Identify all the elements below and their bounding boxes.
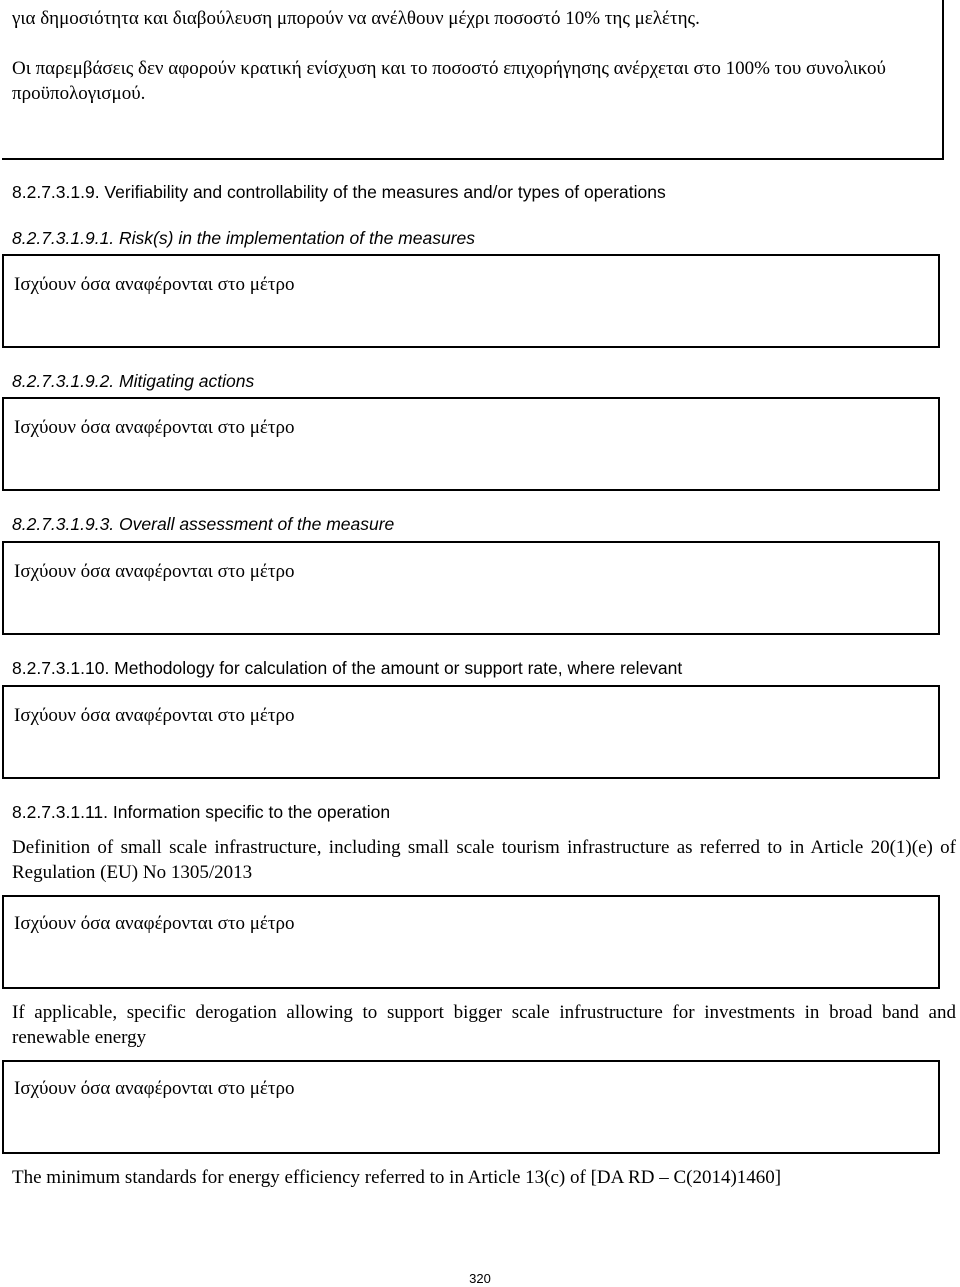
page-number: 320 bbox=[469, 1271, 491, 1286]
top-text-box bbox=[2, 0, 944, 160]
heading-overall-assessment: 8.2.7.3.1.9.3. Overall assessment of the measure bbox=[12, 514, 395, 534]
overall-assessment-box bbox=[2, 541, 940, 635]
paragraph-energy-efficiency: The minimum standards for energy efficiency referred to in Article 13(c) of [DA RD – C(2014)1460] bbox=[12, 1167, 782, 1188]
methodology-box bbox=[2, 685, 940, 779]
small-scale-infrastructure-box bbox=[2, 895, 940, 989]
overall-assessment-box-text: Ισχύουν όσα αναφέρονται στο μέτρο bbox=[14, 561, 295, 582]
heading-verifiability: 8.2.7.3.1.9. Verifiability and controllability of the measures and/or types of operations bbox=[12, 182, 666, 202]
heading-methodology: 8.2.7.3.1.10. Methodology for calculation of the amount or support rate, where relevant bbox=[12, 658, 683, 678]
top-box-line-1: για δημοσιότητα και διαβούλευση μπορούν να ανέλθουν μέχρι ποσοστό 10% της μελέτης. bbox=[12, 8, 700, 29]
mitigating-actions-box-text: Ισχύουν όσα αναφέρονται στο μέτρο bbox=[14, 417, 295, 438]
derogation-box bbox=[2, 1060, 940, 1154]
paragraph-derogation: If applicable, specific derogation allowing to support bigger scale infrustructure for investments in broad band and renewable energy bbox=[12, 1002, 956, 1048]
risks-box bbox=[2, 254, 940, 348]
top-box-line-2: Οι παρεμβάσεις δεν αφορούν κρατική ενίσχυση και το ποσοστό επιχορήγησης ανέρχεται στο 100% του συνολικού προϋπολογισμού. bbox=[12, 58, 886, 104]
heading-information-specific: 8.2.7.3.1.11. Information specific to the operation bbox=[12, 802, 391, 822]
methodology-box-text: Ισχύουν όσα αναφέρονται στο μέτρο bbox=[14, 705, 295, 726]
mitigating-actions-box bbox=[2, 397, 940, 491]
paragraph-small-scale-infrastructure: Definition of small scale infrastructure, including small scale tourism infrastructure as referred to in Article 20(1)(e) of Regulation (EU) No 1305/2013 bbox=[12, 837, 956, 883]
derogation-box-text: Ισχύουν όσα αναφέρονται στο μέτρο bbox=[14, 1078, 295, 1099]
risks-box-text: Ισχύουν όσα αναφέρονται στο μέτρο bbox=[14, 274, 295, 295]
heading-risks: 8.2.7.3.1.9.1. Risk(s) in the implementation of the measures bbox=[12, 228, 476, 248]
heading-mitigating-actions: 8.2.7.3.1.9.2. Mitigating actions bbox=[12, 371, 255, 391]
small-scale-infrastructure-box-text: Ισχύουν όσα αναφέρονται στο μέτρο bbox=[14, 913, 295, 934]
